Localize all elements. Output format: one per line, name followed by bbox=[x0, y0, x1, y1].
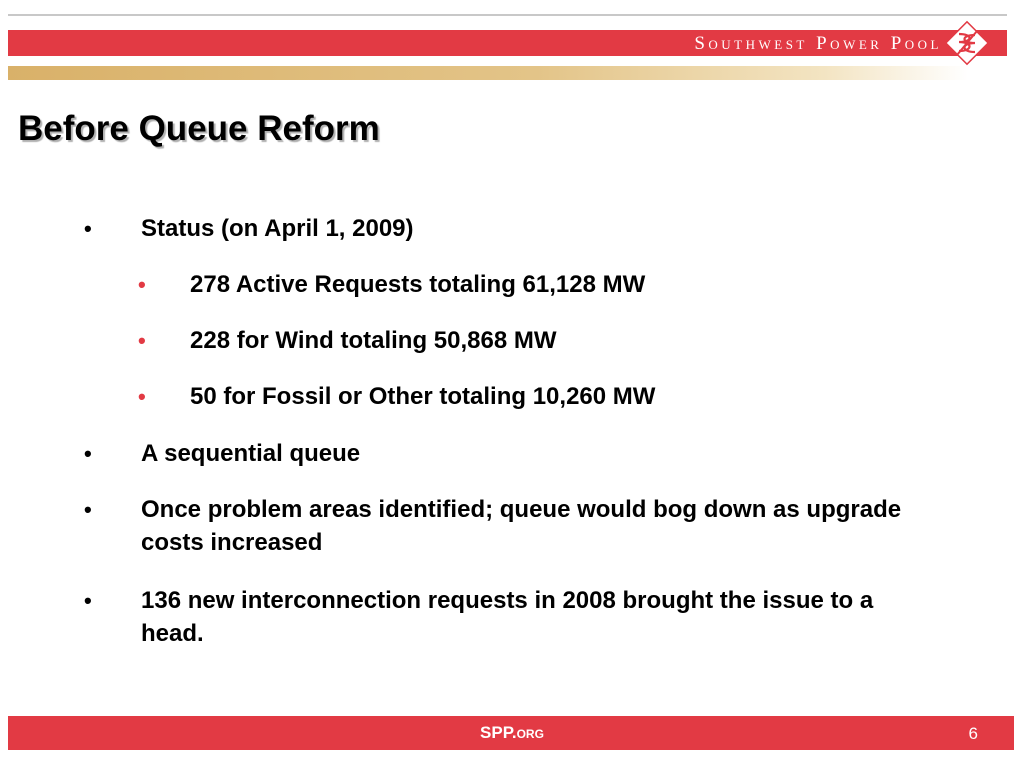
bullet-marker: • bbox=[84, 441, 92, 466]
bullet-new-requests: 136 new interconnection requests in 2008 brought the issue to a head. bbox=[141, 587, 874, 647]
sub-bullet-fossil: 50 for Fossil or Other totaling 10,260 MW bbox=[190, 383, 656, 410]
bullet-marker: • bbox=[84, 216, 92, 241]
sub-bullet-active-requests: 278 Active Requests totaling 61,128 MW bbox=[190, 271, 646, 298]
sub-bullet-marker: • bbox=[138, 328, 146, 353]
sub-bullet-wind: 228 for Wind totaling 50,868 MW bbox=[190, 327, 557, 354]
sub-bullet-marker: • bbox=[138, 384, 146, 409]
page-number: 6 bbox=[968, 724, 978, 743]
bullet-sequential-queue: A sequential queue bbox=[141, 440, 361, 467]
bullet-problem-areas: Once problem areas identified; queue would bog down as upgrade costs increased bbox=[141, 496, 902, 556]
sub-bullet-marker: • bbox=[138, 272, 146, 297]
slide-title: Before Queue Reform bbox=[18, 109, 380, 148]
bullet-status: Status (on April 1, 2009) bbox=[141, 215, 414, 242]
footer-site-link[interactable]: SPP.org bbox=[480, 723, 544, 742]
bullet-marker: • bbox=[84, 588, 92, 613]
bullet-marker: • bbox=[84, 497, 92, 522]
brand-name: Southwest Power Pool bbox=[694, 33, 942, 54]
